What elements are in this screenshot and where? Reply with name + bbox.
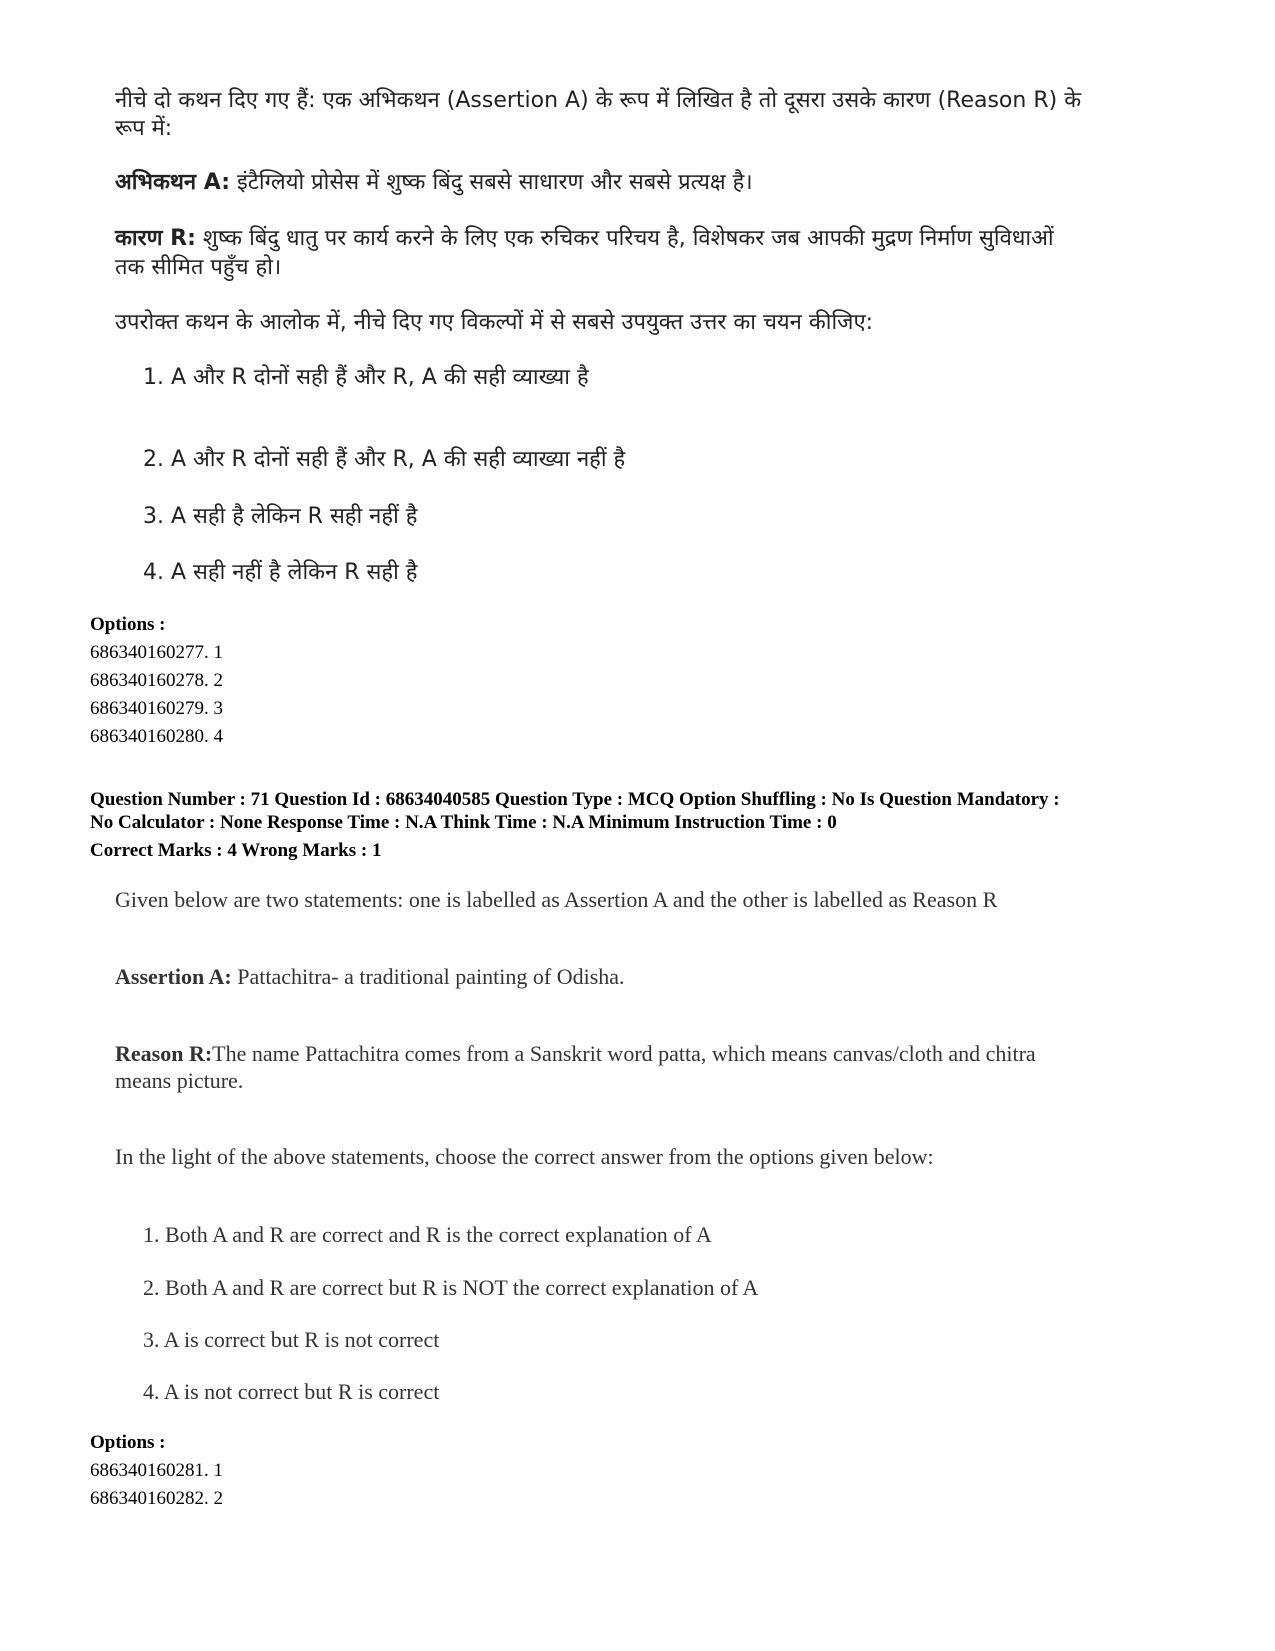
hindi-reason-label: कारण R: [115,226,196,251]
question-marks: Correct Marks : 4 Wrong Marks : 1 [90,840,382,861]
english-assertion-text: Pattachitra- a traditional painting of Odisha. [231,964,625,989]
prev-options-label: Options : [90,614,166,635]
prev-option-3: 686340160279. 3 [90,698,223,719]
hindi-intro-line-2: रूप में: [115,116,173,141]
hindi-assertion [115,168,753,198]
hindi-choice-4: 4. A सही नहीं है लेकिन R सही है [143,560,418,585]
question-meta-line-2: No Calculator : None Response Time : N.A Think Time : N.A Minimum Instruction Time : 0 [90,812,837,833]
english-reason-text-1: The name Pattachitra comes from a Sanskrit word patta, which means canvas/cloth and chitra [212,1041,1036,1066]
hindi-reason-line-2: तक सीमित पहुँच हो। [115,255,282,280]
hindi-choice-3: 3. A सही है लेकिन R सही नहीं है [143,504,418,529]
hindi-assertion-text: इंटैग्लियो प्रोसेस में शुष्क बिंदु सबसे साधारण और सबसे प्रत्यक्ष है। [230,170,753,195]
hindi-assertion-label: अभिकथन A: [115,170,231,195]
hindi-intro-line-1: नीचे दो कथन दिए गए हैं: एक अभिकथन (Assertion A) के रूप में लिखित है तो दूसरा उसके कारण (Reason R) के [115,88,1082,113]
english-assertion [115,963,625,991]
option-2: 686340160282. 2 [90,1488,223,1509]
english-intro: Given below are two statements: one is labelled as Assertion A and the other is labelled as Reason R [115,887,998,912]
hindi-reason-line-1 [115,224,1054,254]
english-choice-4: 4. A is not correct but R is correct [143,1379,440,1404]
question-meta-line-1: Question Number : 71 Question Id : 68634040585 Question Type : MCQ Option Shuffling : No Is Question Mandatory : [90,789,1060,810]
english-instruction: In the light of the above statements, choose the correct answer from the options given below: [115,1144,934,1169]
prev-option-1: 686340160277. 1 [90,642,223,663]
hindi-instruction: उपरोक्त कथन के आलोक में, नीचे दिए गए विकल्पों में से सबसे उपयुक्त उत्तर का चयन कीजिए: [115,310,874,335]
prev-option-4: 686340160280. 4 [90,726,223,747]
english-assertion-label: Assertion A: [115,964,232,989]
english-choice-2: 2. Both A and R are correct but R is NOT the correct explanation of A [143,1275,759,1300]
english-reason-line-1 [115,1040,1036,1068]
english-reason-label: Reason R: [115,1041,213,1066]
hindi-choice-1: 1. A और R दोनों सही हैं और R, A की सही व्याख्या है [143,365,589,390]
option-1: 686340160281. 1 [90,1460,223,1481]
hindi-reason-text-1: शुष्क बिंदु धातु पर कार्य करने के लिए एक रुचिकर परिचय है, विशेषकर जब आपकी मुद्रण निर्माण सुविधाओं [195,226,1054,251]
options-label: Options : [90,1432,166,1453]
hindi-choice-2: 2. A और R दोनों सही हैं और R, A की सही व्याख्या नहीं है [143,447,626,472]
prev-option-2: 686340160278. 2 [90,670,223,691]
english-reason-line-2: means picture. [115,1068,244,1093]
english-choice-3: 3. A is correct but R is not correct [143,1327,440,1352]
english-choice-1: 1. Both A and R are correct and R is the correct explanation of A [143,1222,712,1247]
